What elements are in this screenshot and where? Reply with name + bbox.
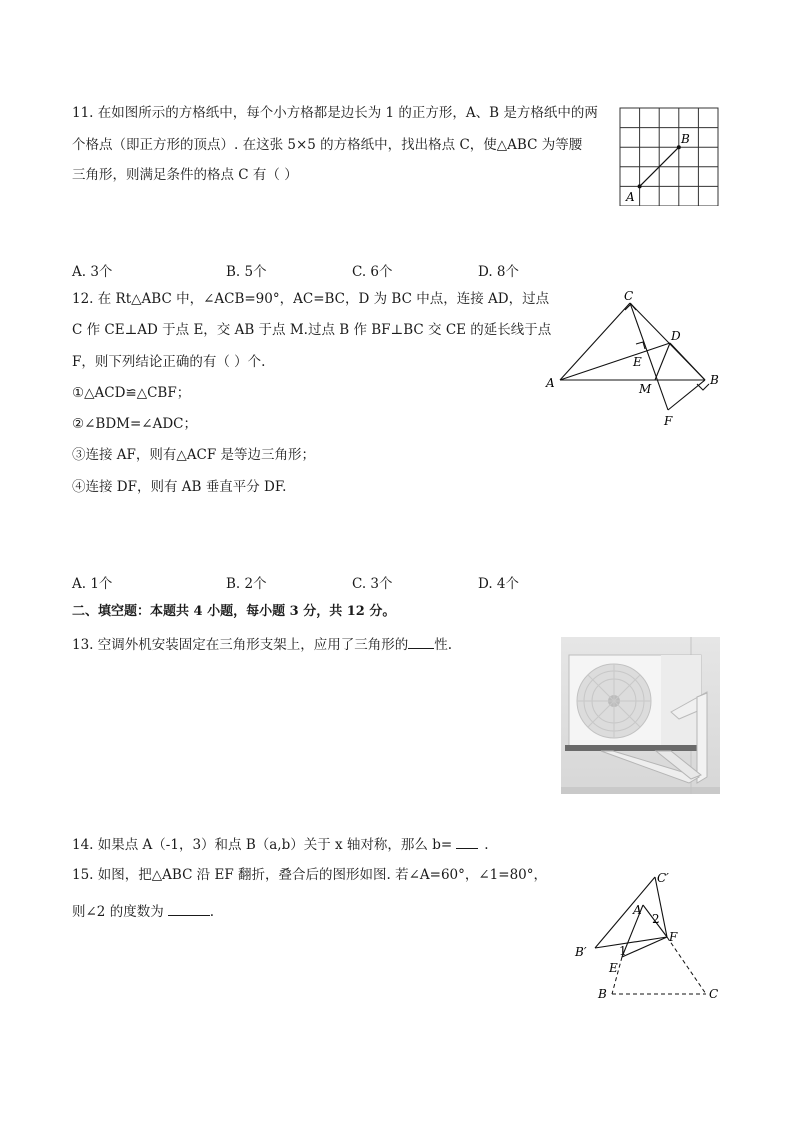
q11-line-3: 三角形，则满足条件的格点 C 有（ ） [72, 167, 298, 183]
q12-option-c: C. 3个 [352, 576, 393, 592]
q12-item-4: ④连接 DF，则有 AB 垂直平分 DF. [72, 479, 287, 495]
fig12-label-f: F [664, 414, 673, 428]
q12-line-2: C 作 CE⊥AD 于点 E，交 AB 于点 M.过点 B 作 BF⊥BC 交 CE 的延长线于点 [72, 322, 552, 338]
fig12-label-m: M [639, 382, 652, 396]
q12-option-a: A. 1个 [72, 576, 113, 592]
fig15-label-a: A [633, 903, 642, 917]
q15-fold-figure [568, 865, 743, 1005]
fig15-label-2: 2 [652, 912, 660, 926]
q11-grid-figure [614, 106, 724, 206]
q13-text-before: 13. 空调外机安装固定在三角形支架上，应用了三角形的 [72, 637, 409, 653]
label-a: A [626, 190, 635, 204]
section-heading: 二、填空题：本题共 4 小题，每小题 3 分，共 12 分。 [72, 604, 396, 619]
q11-option-c: C. 6个 [352, 264, 393, 280]
q11-option-b: B. 5个 [226, 264, 267, 280]
q13-text [72, 634, 452, 655]
fig12-label-d: D [671, 329, 681, 343]
q15-answer-blank[interactable] [168, 901, 210, 916]
q12-line-1: 12. 在 Rt△ABC 中，∠ACB=90°，AC=BC，D 为 BC 中点，连接 AD，过点 [72, 291, 550, 307]
q14-answer-blank[interactable] [456, 834, 478, 849]
fig15-label-f: F [669, 930, 678, 944]
fig15-label-1: 1 [619, 944, 627, 958]
label-b: B [681, 132, 690, 146]
fig15-label-c: C [709, 987, 719, 1001]
q12-line-3: F，则下列结论正确的有（ ）个. [72, 354, 266, 370]
fig15-label-c-prime: C′ [657, 871, 669, 885]
fig12-label-a: A [546, 376, 555, 390]
q11-line-2: 个格点（即正方形的顶点）. 在这张 5×5 的方格纸中，找出格点 C，使△ABC 为等腰 [72, 137, 583, 153]
q12-option-d: D. 4个 [478, 576, 520, 592]
q14-text-before: 14. 如果点 A（-1，3）和点 B（a,b）关于 x 轴对称，那么 b= [72, 837, 453, 853]
q12-option-b: B. 2个 [226, 576, 267, 592]
q14-text-after: . [484, 837, 489, 853]
q14-text [72, 834, 488, 855]
q11-line-1: 11. 在如图所示的方格纸中，每个小方格都是边长为 1 的正方形，A、B 是方格纸中的两 [72, 105, 598, 121]
fig12-label-b: B [710, 373, 719, 387]
fig12-label-e: E [633, 355, 642, 369]
fig15-label-e: E [609, 961, 618, 975]
q11-option-a: A. 3个 [72, 264, 113, 280]
fig15-label-b: B [598, 987, 607, 1001]
aircon-photo [561, 637, 720, 794]
fig12-label-c: C [624, 289, 634, 303]
fig15-label-b-prime: B′ [575, 945, 587, 959]
q13-text-after: 性. [434, 637, 453, 653]
q12-triangle-figure [540, 285, 730, 430]
q15-line-2-after: . [209, 904, 214, 920]
q12-item-2: ②∠BDM=∠ADC； [72, 416, 198, 432]
point-a [638, 184, 642, 188]
q11-option-d: D. 8个 [478, 264, 520, 280]
q13-answer-blank[interactable] [408, 634, 434, 649]
q15-line-2 [72, 901, 214, 922]
q15-line-1: 15. 如图，把△ABC 沿 EF 翻折，叠合后的图形如图. 若∠A=60°，∠1=80°， [72, 867, 548, 883]
q12-item-1: ①△ACD≌△CBF； [72, 385, 191, 401]
q15-line-2-before: 则∠2 的度数为 [72, 904, 164, 920]
q12-item-3: ③连接 AF，则有△ACF 是等边三角形； [72, 447, 316, 463]
